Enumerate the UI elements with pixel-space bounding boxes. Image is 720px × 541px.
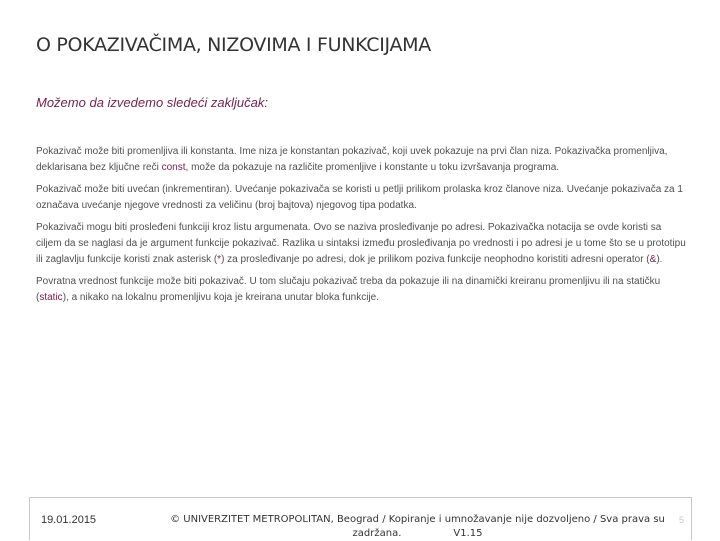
paragraph-const <box>36 144 686 176</box>
text: ). <box>656 254 663 265</box>
paragraph-increment: Pokazivač može biti uvećan (inkrementiran). Uvećanje pokazivača se koristi u petlji prilikom prolaska kroz članove niza. Uvećanje pokazivača za 1 označava uvećanje njegove vrednosti za veličinu (broj bajtova) njegovog tipa podatka. <box>36 184 683 211</box>
text: Pokazivači mogu biti prosleđeni funkciji kroz listu argumenata. Ovo se naziva prosleđivanje po adresi. Pokazivačka notacija se ovde koristi sa ciljem da se naglasi da je argument funkcije pokazivač. Razlika u sintaksi između prosleđivanja po vrednosti i po adresi je u tome što se u prototipu ili zaglavlju funkcije koristi znak asterisk ( <box>36 222 686 265</box>
body-text <box>36 144 686 312</box>
version-label: V1.15 <box>453 528 483 539</box>
page-number: 5 <box>679 515 685 525</box>
footer-copyright <box>145 513 690 541</box>
slide-title: O POKAZIVAČIMA, NIZOVIMA I FUNKCIJAMA <box>36 34 431 56</box>
footer-date: 19.01.2015 <box>41 514 97 526</box>
text: , može da pokazuje na različite promenljive i konstante u toku izvršavanja programa. <box>185 162 560 173</box>
text: ) za prosleđivanje po adresi, dok je prilikom poziva funkcije neophodno koristiti adresni operator ( <box>221 254 650 265</box>
keyword-ampersand: & <box>649 254 657 265</box>
keyword-const: const <box>161 162 186 173</box>
keyword-static: static <box>39 292 63 303</box>
text: ), a nikako na lokalnu promenljivu koja je kreirana unutar bloka funkcije. <box>62 292 379 303</box>
copyright-reserved: zadržana. <box>352 528 402 539</box>
keyword-asterisk: * <box>217 254 222 265</box>
paragraph-pass-by-address <box>36 220 686 268</box>
slide-subtitle: Možemo da izvedemo sledeći zaključak: <box>36 95 268 110</box>
paragraph-return-pointer <box>36 274 686 306</box>
text: Pokazivač može biti promenljiva ili konstanta. Ime niza je konstantan pokazivač, koji uvek pokazuje na prvi član niza. Pokazivačka promenljiva, deklarisana bez ključne reči <box>36 146 668 173</box>
copyright-line-2 <box>145 527 690 541</box>
copyright-line-1: © UNIVERZITET METROPOLITAN, Beograd / Kopiranje i umnožavanje nije dozvoljeno / Sva prava su <box>170 514 665 525</box>
text: Povratna vrednost funkcije može biti pokazivač. U tom slučaju pokazivač treba da pokazuje ili na dinamički kreiranu promenljivu ili na statičku ( <box>36 276 661 303</box>
